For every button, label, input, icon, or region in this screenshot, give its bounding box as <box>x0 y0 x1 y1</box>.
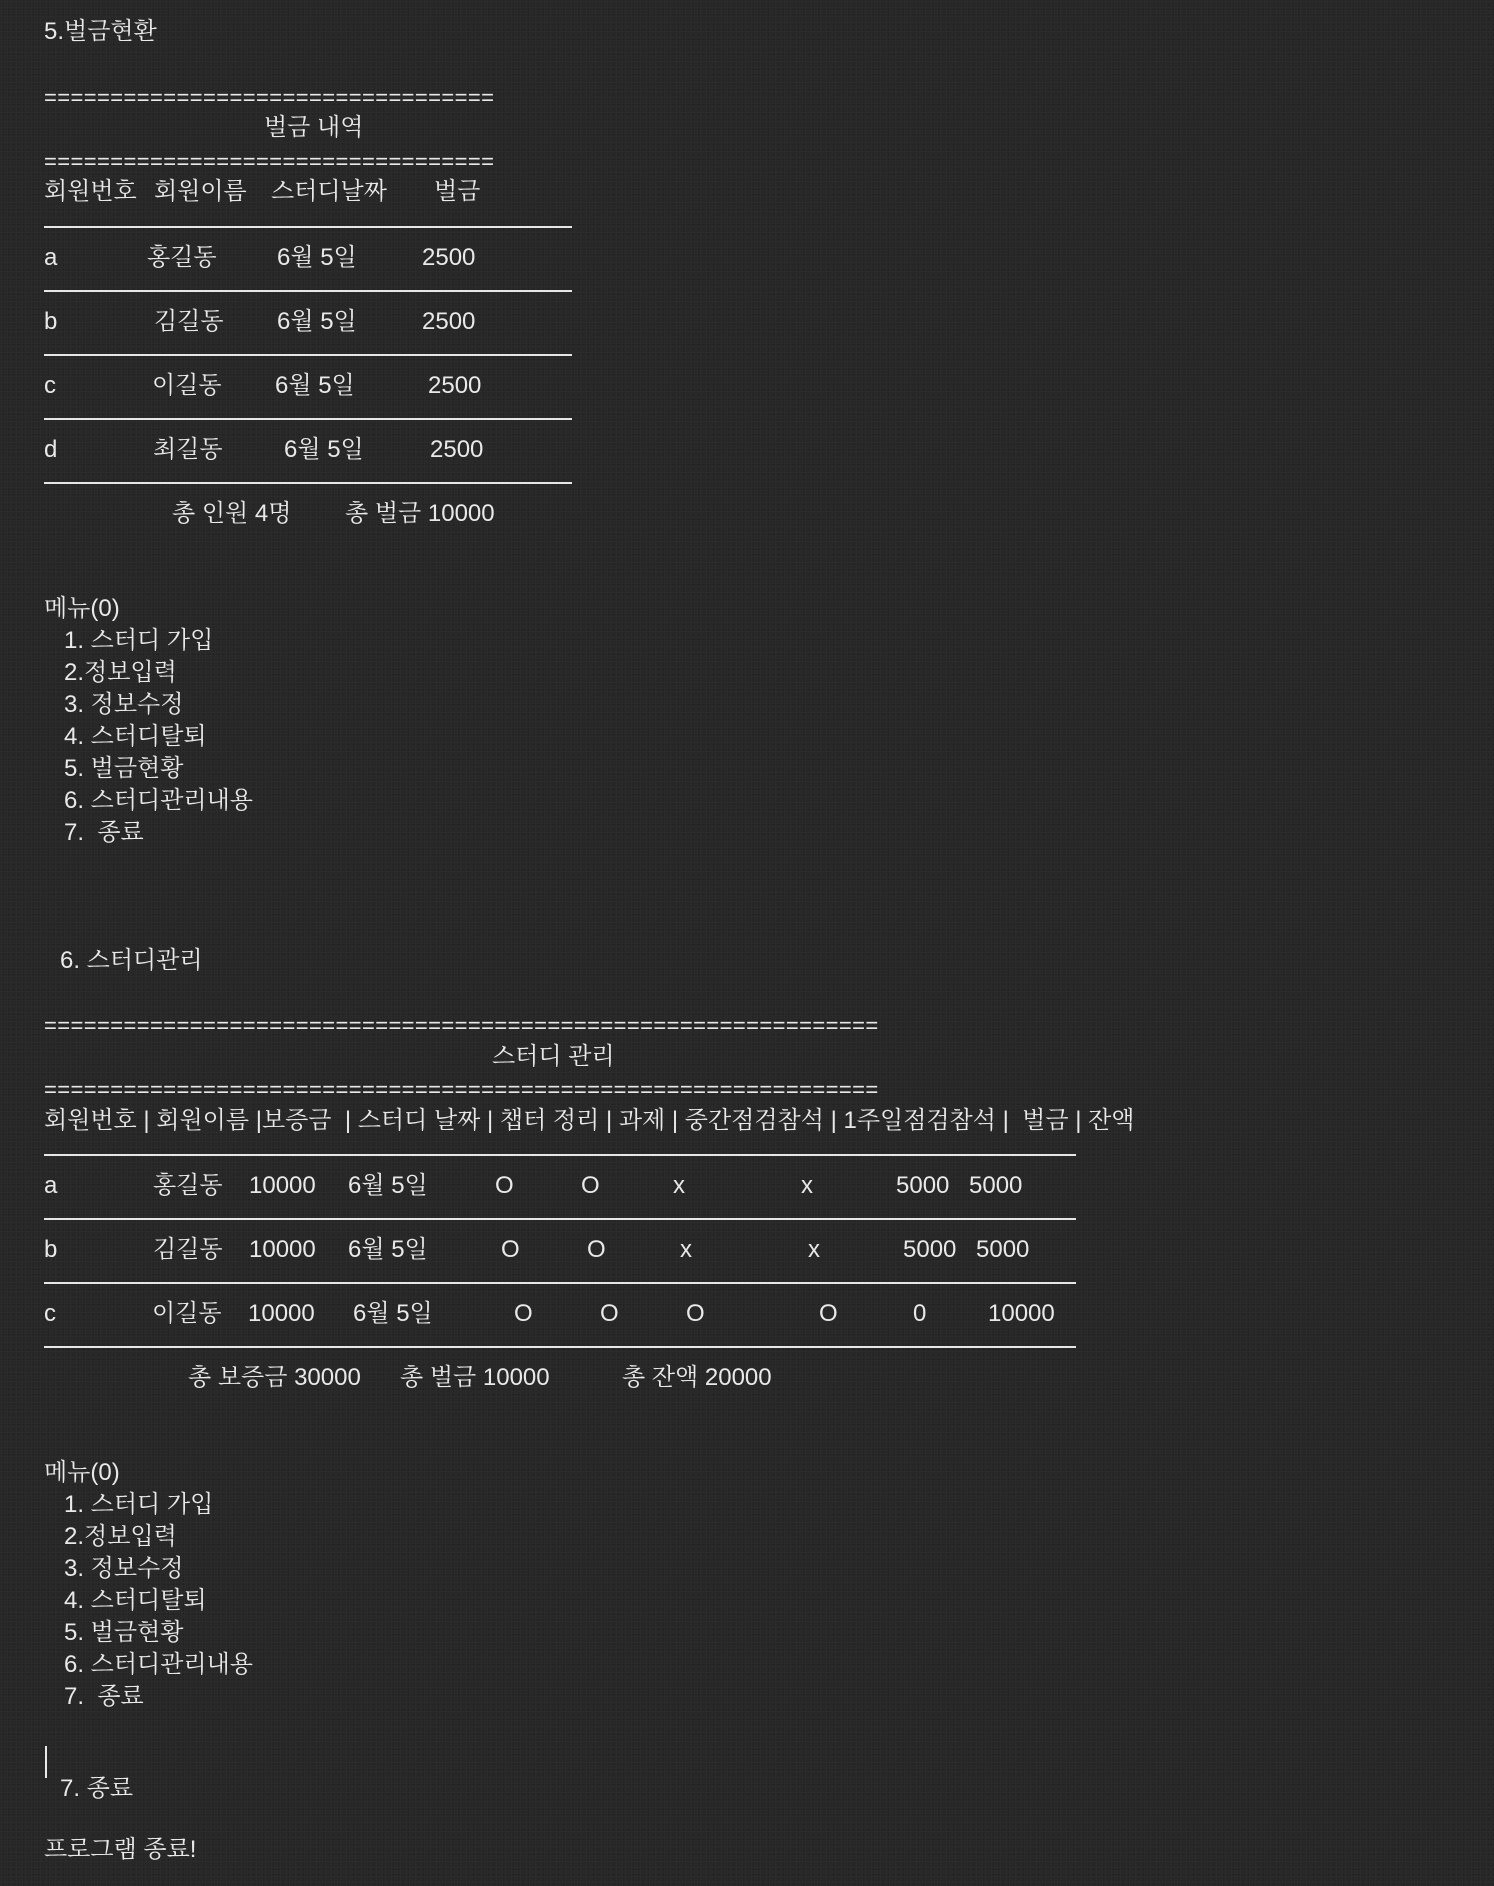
study-row-task: O <box>581 1172 600 1199</box>
study-row-task: O <box>587 1236 606 1263</box>
study-row-fine: 5000 <box>896 1172 950 1199</box>
fine-row-date: 6월 5일 <box>277 308 357 335</box>
menu-item: 5. 벌금현황 <box>64 1619 184 1646</box>
section5-separator-bottom: ================================== <box>44 152 495 172</box>
fine-row-name: 김길동 <box>154 308 224 335</box>
study-row-name: 김길동 <box>153 1236 223 1263</box>
study-row-mid: O <box>686 1300 705 1327</box>
study-header: 회원번호 | 회원이름 |보증금 | 스터디 날짜 | 챕터 정리 | 과제 | 중간점검참석 | 1주일점검참석 | 벌금 | 잔액 <box>44 1107 1135 1134</box>
menu-item: 1. 스터디 가입 <box>64 627 214 654</box>
fine-table-divider <box>44 482 572 484</box>
study-row-chapter: O <box>495 1172 514 1199</box>
study-table-divider <box>44 1218 1076 1220</box>
study-total-fine: 총 벌금 10000 <box>400 1364 550 1391</box>
section5-separator-top: ================================== <box>44 88 495 108</box>
study-row-date: 6월 5일 <box>348 1236 428 1263</box>
section6-separator-bottom: =============================================================== <box>44 1080 879 1100</box>
menu-item: 7. 종료 <box>64 1683 144 1710</box>
text-cursor <box>45 1746 47 1778</box>
fine-table-divider <box>44 226 572 228</box>
fine-row-fine: 2500 <box>428 372 482 399</box>
menu-item: 5. 벌금현황 <box>64 755 184 782</box>
menu-title: 메뉴(0) <box>44 595 120 622</box>
study-row-mid: x <box>680 1236 692 1263</box>
fine-table-divider <box>44 418 572 420</box>
study-row-balance: 10000 <box>988 1300 1055 1327</box>
study-table-divider <box>44 1282 1076 1284</box>
study-row-name: 홍길동 <box>153 1172 223 1199</box>
fine-header-fine: 벌금 <box>434 178 481 205</box>
study-row-date: 6월 5일 <box>348 1172 428 1199</box>
section5-title: 벌금 내역 <box>264 114 364 141</box>
menu-item: 1. 스터디 가입 <box>64 1491 214 1518</box>
study-total-deposit: 총 보증금 30000 <box>188 1364 361 1391</box>
fine-row-id: c <box>44 372 56 399</box>
menu-item: 6. 스터디관리내용 <box>64 787 253 814</box>
section5-heading: 5.벌금현환 <box>44 18 157 45</box>
fine-total-people: 총 인원 4명 <box>172 500 292 527</box>
study-row-id: a <box>44 1172 58 1199</box>
study-total-balance: 총 잔액 20000 <box>622 1364 772 1391</box>
menu-item: 3. 정보수정 <box>64 691 184 718</box>
study-row-id: b <box>44 1236 58 1263</box>
fine-row-id: a <box>44 244 58 271</box>
study-row-id: c <box>44 1300 56 1327</box>
fine-header-id: 회원번호 <box>44 178 137 205</box>
study-table-divider <box>44 1154 1076 1156</box>
study-row-deposit: 10000 <box>248 1300 315 1327</box>
study-row-balance: 5000 <box>969 1172 1023 1199</box>
fine-row-date: 6월 5일 <box>277 244 357 271</box>
menu-item: 6. 스터디관리내용 <box>64 1651 253 1678</box>
study-row-deposit: 10000 <box>249 1236 316 1263</box>
study-row-week: O <box>819 1300 838 1327</box>
end-choice: 7. 종료 <box>60 1775 134 1802</box>
study-table-divider <box>44 1346 1076 1348</box>
study-row-deposit: 10000 <box>249 1172 316 1199</box>
fine-table-divider <box>44 290 572 292</box>
study-row-task: O <box>600 1300 619 1327</box>
study-row-fine: 0 <box>913 1300 927 1327</box>
fine-row-id: d <box>44 436 58 463</box>
study-row-chapter: O <box>501 1236 520 1263</box>
study-row-name: 이길동 <box>152 1300 222 1327</box>
fine-row-fine: 2500 <box>422 244 476 271</box>
menu-title: 메뉴(0) <box>44 1459 120 1486</box>
fine-row-fine: 2500 <box>430 436 484 463</box>
study-row-chapter: O <box>514 1300 533 1327</box>
fine-row-date: 6월 5일 <box>284 436 364 463</box>
fine-row-id: b <box>44 308 58 335</box>
section6-title: 스터디 관리 <box>492 1043 615 1070</box>
menu-item: 7. 종료 <box>64 819 144 846</box>
program-end-message: 프로그램 종료! <box>44 1836 197 1863</box>
menu-item: 2.정보입력 <box>64 1523 177 1550</box>
study-row-date: 6월 5일 <box>353 1300 433 1327</box>
study-row-mid: x <box>673 1172 685 1199</box>
fine-row-name: 이길동 <box>152 372 222 399</box>
menu-item: 2.정보입력 <box>64 659 177 686</box>
menu-item: 4. 스터디탈퇴 <box>64 1587 207 1614</box>
fine-header-date: 스터디날짜 <box>271 178 387 205</box>
menu-item: 3. 정보수정 <box>64 1555 184 1582</box>
fine-row-fine: 2500 <box>422 308 476 335</box>
study-row-week: x <box>808 1236 820 1263</box>
fine-table-divider <box>44 354 572 356</box>
section6-heading: 6. 스터디관리 <box>60 947 203 974</box>
fine-header-name: 회원이름 <box>154 178 247 205</box>
fine-row-name: 최길동 <box>153 436 223 463</box>
section6-separator-top: =============================================================== <box>44 1016 879 1036</box>
study-row-week: x <box>801 1172 813 1199</box>
menu-item: 4. 스터디탈퇴 <box>64 723 207 750</box>
fine-total-fine: 총 벌금 10000 <box>345 500 495 527</box>
study-row-balance: 5000 <box>976 1236 1030 1263</box>
fine-row-name: 홍길동 <box>147 244 217 271</box>
fine-row-date: 6월 5일 <box>275 372 355 399</box>
study-row-fine: 5000 <box>903 1236 957 1263</box>
